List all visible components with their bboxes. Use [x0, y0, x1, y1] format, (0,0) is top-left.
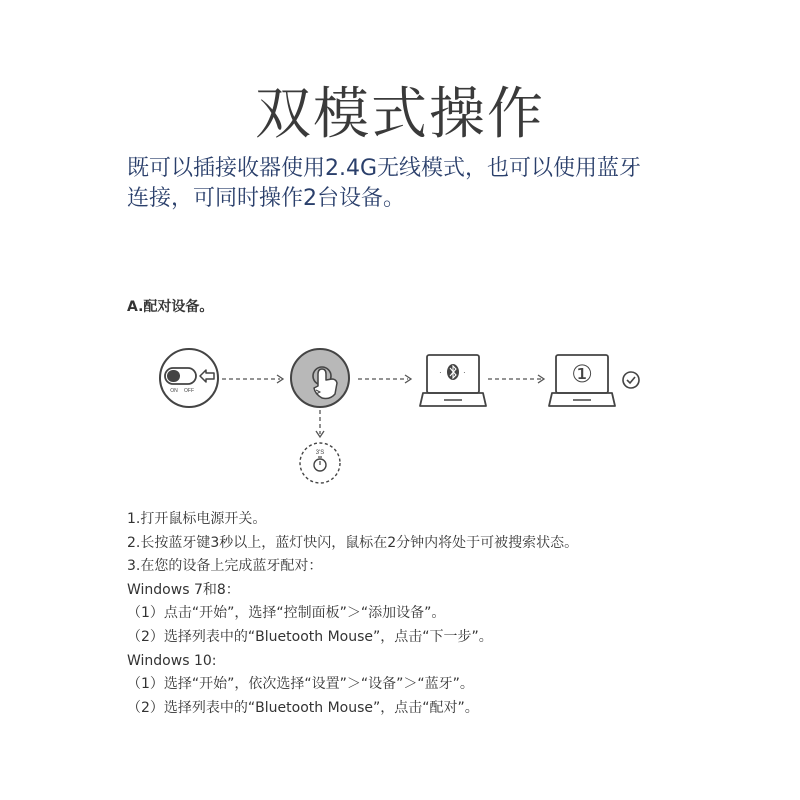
svg-text:·: · — [439, 368, 442, 377]
switch-off-label: OFF — [184, 388, 194, 394]
step-line: Windows 10: — [127, 652, 217, 669]
step-line: （2）选择列表中的“Bluetooth Mouse”，点击“配对”。 — [127, 699, 479, 716]
subtitle-line-1: 既可以插接收器使用2.4G无线模式，也可以使用蓝牙 — [127, 156, 642, 181]
subtitle — [127, 154, 707, 214]
step-line: Windows 7和8： — [127, 581, 240, 598]
section-label: A.配对设备。 — [127, 299, 214, 315]
check-circle-icon — [623, 372, 639, 388]
instructions — [127, 508, 747, 720]
step-line: （2）选择列表中的“Bluetooth Mouse”，点击“下一步”。 — [127, 628, 493, 645]
arrow-down-icon — [316, 410, 324, 437]
svg-text:·: · — [463, 368, 466, 377]
step-line: （1）点击“开始”，选择“控制面板”＞“添加设备”。 — [127, 605, 446, 622]
bluetooth-button-press-icon — [291, 349, 349, 407]
step-line: 3.在您的设备上完成蓝牙配对： — [127, 558, 323, 575]
step-line: 1.打开鼠标电源开关。 — [127, 511, 267, 527]
laptop-bluetooth-icon — [420, 355, 486, 406]
switch-on-label: ON — [170, 388, 178, 394]
step-line: 2.长按蓝牙键3秒以上，蓝灯快闪，鼠标在2分钟内将处于可被搜索状态。 — [127, 534, 579, 551]
pairing-diagram — [0, 330, 800, 500]
power-switch-icon — [160, 349, 218, 407]
laptop-paired-icon — [549, 355, 615, 406]
arrow-right-icon — [358, 375, 411, 383]
page-title: 双模式操作 — [255, 82, 545, 147]
laptop-number-label: ① — [571, 360, 593, 388]
timer-label: 3'S — [315, 450, 325, 456]
subtitle-line-2: 连接，可同时操作2台设备。 — [127, 186, 405, 211]
step-line: （1）选择“开始”，依次选择“设置”＞“设备”＞“蓝牙”。 — [127, 676, 474, 693]
arrow-right-icon — [488, 375, 544, 383]
timer-icon — [300, 443, 340, 483]
arrow-right-icon — [222, 375, 283, 383]
